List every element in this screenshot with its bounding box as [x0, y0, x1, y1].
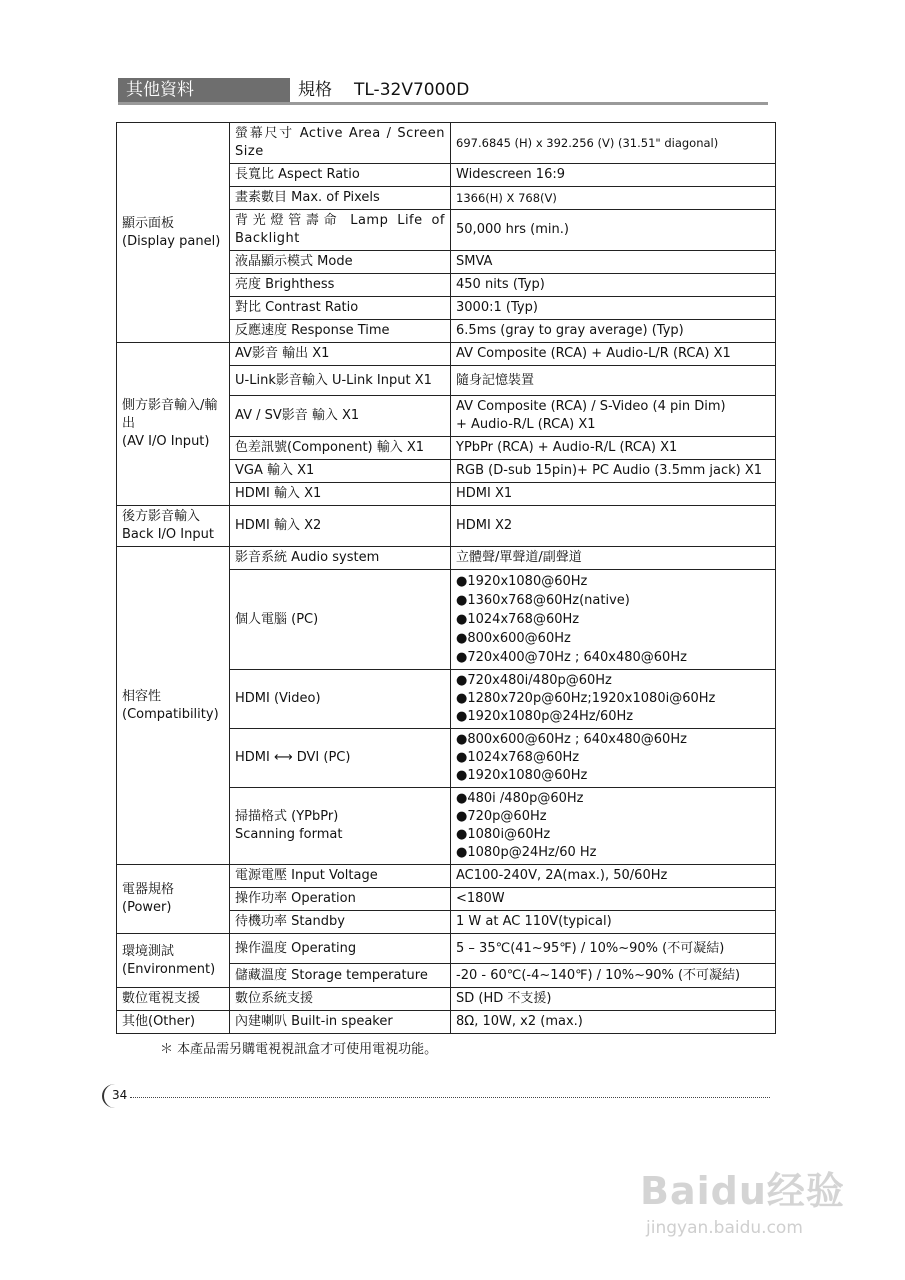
category-label-en: (Display panel) — [122, 233, 221, 249]
list-item: ●720x480i/480p@60Hz — [456, 673, 612, 688]
list-item: ●720p@60Hz — [456, 809, 547, 824]
category-digital-tv: 數位電視支援 — [117, 988, 230, 1011]
category-label-en: (Compatibility) — [122, 706, 219, 722]
spec-value — [451, 396, 776, 437]
category-label-en: Back I/O Input — [122, 527, 214, 542]
category-label: 側方影音輸入/輸出 — [122, 398, 218, 431]
watermark-url: jingyan.baidu.com — [646, 1218, 803, 1238]
spec-item: 亮度 Brighthess — [230, 274, 451, 297]
spec-value: 8Ω, 10W, x2 (max.) — [451, 1011, 776, 1034]
watermark-logo: Baidu经验 — [640, 1169, 845, 1213]
spec-value: 1366(H) X 768(V) — [451, 187, 776, 210]
spec-value: 450 nits (Typ) — [451, 274, 776, 297]
category-back-io — [117, 506, 230, 547]
spec-item: 儲藏溫度 Storage temperature — [230, 964, 451, 988]
spec-item: 螢幕尺寸 Active Area / Screen Size — [230, 123, 451, 164]
spec-value: YPbPr (RCA) + Audio-R/L (RCA) X1 — [451, 437, 776, 460]
spec-item: HDMI 輸入 X2 — [230, 506, 451, 547]
spec-item: 個人電腦 (PC) — [230, 570, 451, 670]
table-row — [117, 1011, 776, 1034]
spec-value: 1 W at AC 110V(typical) — [451, 911, 776, 934]
footer-dotted-rule — [130, 1097, 770, 1098]
category-other: 其他(Other) — [117, 1011, 230, 1034]
header-divider — [118, 102, 768, 105]
spec-item: 操作溫度 Operating — [230, 934, 451, 964]
page-number-badge — [102, 1084, 128, 1110]
watermark — [640, 1140, 860, 1250]
spec-item: VGA 輸入 X1 — [230, 460, 451, 483]
spec-item: 對比 Contrast Ratio — [230, 297, 451, 320]
table-row — [117, 123, 776, 164]
spec-item — [230, 788, 451, 865]
category-compatibility — [117, 547, 230, 865]
spec-item: 數位系統支援 — [230, 988, 451, 1011]
spec-item: U-Link影音輸入 U-Link Input X1 — [230, 366, 451, 396]
spec-item: 背光燈管壽命 Lamp Life of Backlight — [230, 210, 451, 251]
page-title — [298, 78, 469, 102]
spec-item: 長寬比 Aspect Ratio — [230, 164, 451, 187]
list-item: ●1920x1080p@24Hz/60Hz — [456, 709, 634, 724]
spec-value — [451, 729, 776, 788]
spec-item: 液晶顯示模式 Mode — [230, 251, 451, 274]
list-item: ●1080i@60Hz — [456, 827, 551, 842]
spec-value: SMVA — [451, 251, 776, 274]
spec-value: AC100-240V, 2A(max.), 50/60Hz — [451, 865, 776, 888]
spec-value: RGB (D-sub 15pin)+ PC Audio (3.5mm jack) X1 — [451, 460, 776, 483]
spec-value: 6.5ms (gray to gray average) (Typ) — [451, 320, 776, 343]
spec-item: 畫素數目 Max. of Pixels — [230, 187, 451, 210]
category-label-en: (Power) — [122, 900, 172, 915]
list-item: ●1360x768@60Hz(native) — [456, 593, 630, 608]
category-label: 後方影音輸入 — [122, 509, 201, 524]
spec-value-line: AV Composite (RCA) / S-Video (4 pin Dim) — [456, 399, 726, 414]
spec-value: AV Composite (RCA) + Audio-L/R (RCA) X1 — [451, 343, 776, 366]
category-label: 電器規格 — [122, 882, 175, 897]
category-label: 環境測試 — [122, 943, 175, 959]
spec-value: HDMI X2 — [451, 506, 776, 547]
spec-item: HDMI ⟷ DVI (PC) — [230, 729, 451, 788]
spec-value: -20 - 60℃(-4~140℉) / 10%~90% (不可凝結) — [451, 964, 776, 988]
list-item: ●1280x720p@60Hz;1920x1080i@60Hz — [456, 691, 716, 706]
spec-value — [451, 788, 776, 865]
spec-value: 50,000 hrs (min.) — [451, 210, 776, 251]
spec-item: 電源電壓 Input Voltage — [230, 865, 451, 888]
spec-item: 色差訊號(Component) 輸入 X1 — [230, 437, 451, 460]
spec-value — [451, 570, 776, 670]
table-row — [117, 934, 776, 964]
category-display-panel — [117, 123, 230, 343]
page-title-label: 規格 — [298, 80, 332, 100]
spec-value: Widescreen 16:9 — [451, 164, 776, 187]
spec-value: SD (HD 不支援) — [451, 988, 776, 1011]
spec-value — [451, 670, 776, 729]
category-environment — [117, 934, 230, 988]
table-row — [117, 865, 776, 888]
table-row — [117, 506, 776, 547]
spec-item-line: Scanning format — [235, 827, 343, 842]
list-item: ●800x600@60Hz — [456, 631, 571, 646]
list-item: ●1080p@24Hz/60 Hz — [456, 845, 597, 860]
category-label: 顯示面板 — [122, 215, 175, 231]
list-item: ●800x600@60Hz ; 640x480@60Hz — [456, 732, 687, 747]
spec-value: 697.6845 (H) x 392.256 (V) (31.51" diagonal) — [451, 123, 776, 164]
list-item: ●720x400@70Hz ; 640x480@60Hz — [456, 650, 687, 665]
list-item: ●1024x768@60Hz — [456, 612, 580, 627]
spec-value: 3000:1 (Typ) — [451, 297, 776, 320]
section-tab: 其他資料 — [118, 78, 290, 102]
category-label-en: (AV I/O Input) — [122, 434, 210, 449]
spec-value: 立體聲/單聲道/副聲道 — [451, 547, 776, 570]
spec-value: <180W — [451, 888, 776, 911]
spec-item: HDMI 輸入 X1 — [230, 483, 451, 506]
spec-item-line: 掃描格式 (YPbPr) — [235, 809, 339, 824]
spec-item: 影音系統 Audio system — [230, 547, 451, 570]
spec-item: AV / SV影音 輸入 X1 — [230, 396, 451, 437]
spec-item: HDMI (Video) — [230, 670, 451, 729]
spec-value: 5 – 35℃(41~95℉) / 10%~90% (不可凝結) — [451, 934, 776, 964]
list-item: ●1920x1080@60Hz — [456, 768, 588, 783]
spec-value-line: + Audio-R/L (RCA) X1 — [456, 417, 596, 432]
spec-value: HDMI X1 — [451, 483, 776, 506]
table-row — [117, 547, 776, 570]
model-name: TL-32V7000D — [354, 80, 470, 100]
list-item: ●480i /480p@60Hz — [456, 791, 584, 806]
spec-table — [116, 122, 776, 1034]
spec-item: 反應速度 Response Time — [230, 320, 451, 343]
spec-item: 內建喇叭 Built-in speaker — [230, 1011, 451, 1034]
spec-item: AV影音 輸出 X1 — [230, 343, 451, 366]
category-av-io — [117, 343, 230, 506]
spec-item: 操作功率 Operation — [230, 888, 451, 911]
category-label: 相容性 — [122, 688, 162, 704]
spec-value: 隨身記憶裝置 — [451, 366, 776, 396]
spec-item: 待機功率 Standby — [230, 911, 451, 934]
footnote: ＊ 本產品需另購電視視訊盒才可使用電視功能。 — [160, 1042, 438, 1057]
list-item: ●1024x768@60Hz — [456, 750, 580, 765]
table-row — [117, 988, 776, 1011]
category-power — [117, 865, 230, 934]
page-number: 34 — [112, 1088, 128, 1102]
category-label-en: (Environment) — [122, 961, 216, 977]
table-row — [117, 343, 776, 366]
list-item: ●1920x1080@60Hz — [456, 574, 588, 589]
